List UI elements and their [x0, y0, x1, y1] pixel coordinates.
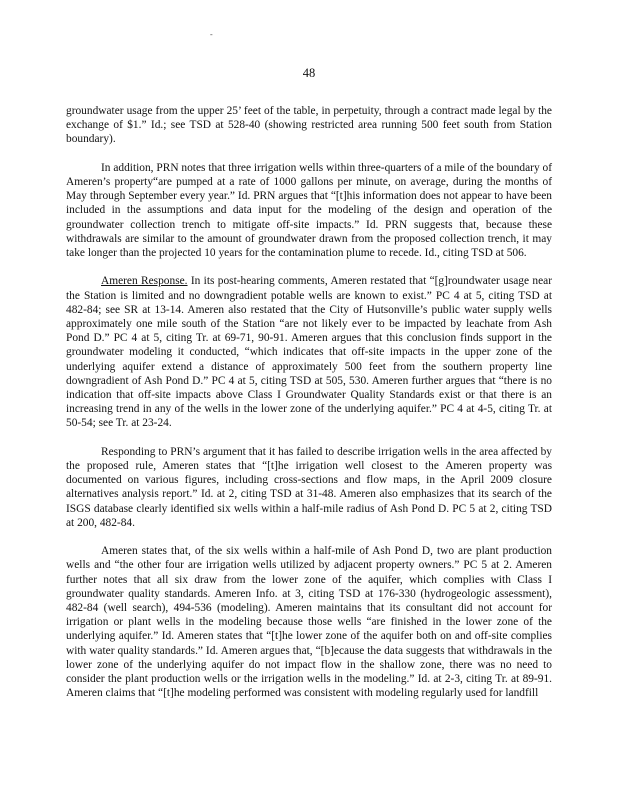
document-body [66, 104, 552, 700]
section-heading-ameren-response: Ameren Response. [101, 275, 188, 288]
paragraph-six-wells: Ameren states that, of the six wells within a half-mile of Ash Pond D, two are plant production wells and “the other four are irrigation wells utilized by adjacent property owners.” PC 5 at 2. Ameren further notes that all six draw from the lower zone of the aquifer, which complies with Class I groundwater quality standards. Ameren Info. at 3, citing TSD at 176-330 (hydrogeologic assessment), 482-84 (well search), 494-536 (modeling). Ameren maintains that its consultant did not account for irrigation or plant wells in the modeling because those wells “are finished in the lower zone of the underlying aquifer.” Id. Ameren states that “[t]he lower zone of the aquifer both on and off-site complies with water quality standards.” Id. Ameren argues that, “[b]ecause the data suggests that withdrawals in the lower zone of the underlying aquifer do not impact flow in the shallow zone, there was no need to consider the plant production wells or the irrigation wells in the modeling.” Id. at 2-3, citing Tr. at 89-91. Ameren claims that “[t]he modeling performed was consistent with modeling regularly used for landfill [66, 545, 552, 700]
paragraph-prn-irrigation: In addition, PRN notes that three irrigation wells within three-quarters of a mile of the boundary of Ameren’s property“are pumped at a rate of 1000 gallons per minute, on average, during the months of May through September every year.” Id. PRN argues that “[t]his information does not appear to have been included in the assumptions and data input for the modeling of the design and operation of the groundwater collection trench to mitigate off-site impacts.” Id. PRN suggests that, because these withdrawals are similar to the amount of groundwater drawn from the proposed collection trench, it may take longer than the projected 10 years for the contamination plume to recede. Id., citing TSD at 506. [66, 161, 552, 260]
scan-mark: - [210, 30, 213, 39]
paragraph-ameren-response [66, 274, 552, 430]
paragraph-continued: groundwater usage from the upper 25’ feet of the table, in perpetuity, through a contract made legal by the exchange of $1.” Id.; see TSD at 528-40 (showing restricted area running 500 feet south from Station boundary). [66, 105, 552, 146]
paragraph-responding-prn: Responding to PRN’s argument that it has failed to describe irrigation wells in the area affected by the proposed rule, Ameren states that “[t]he irrigation well closest to the Ameren property was documented on various figures, including cross-sections and flow maps, in the April 2009 closure alternatives analysis report.” Id. at 2, citing TSD at 31-48. Ameren also emphasizes that its search of the ISGS database clearly identified six wells within a half-mile radius of Ash Pond D. PC 5 at 2, citing TSD at 200, 482-84. [66, 445, 552, 529]
page-number: 48 [302, 66, 316, 80]
paragraph-ameren-response-text: In its post-hearing comments, Ameren restated that “[g]roundwater usage near the Station is limited and no downgradient potable wells are known to exist.” PC 4 at 5, citing TSD at 482-84; see SR at 13-14. Ameren also restated that the City of Hutsonville’s public water supply wells approximately one mile south of the Station “are not likely ever to be impacted by leachate from Ash Pond D.” PC 4 at 5, citing Tr. at 69-71, 90-91. Ameren argues that this conclusion finds support in the groundwater modeling it conducted, “which indicates that off-site impacts in the upper zone of the underlying aquifer extend a distance of approximately 500 feet from the southern property line downgradient of Ash Pond D.” PC 4 at 5, citing TSD at 505, 530. Ameren further argues that “there is no indication that off-site impacts above Class I Groundwater Quality Standards exist or that there is an increasing trend in any of the wells in the lower zone of the underlying aquifer.” PC 4 at 4-5, citing Tr. at 50-54; see Tr. at 23-24. [66, 275, 552, 430]
